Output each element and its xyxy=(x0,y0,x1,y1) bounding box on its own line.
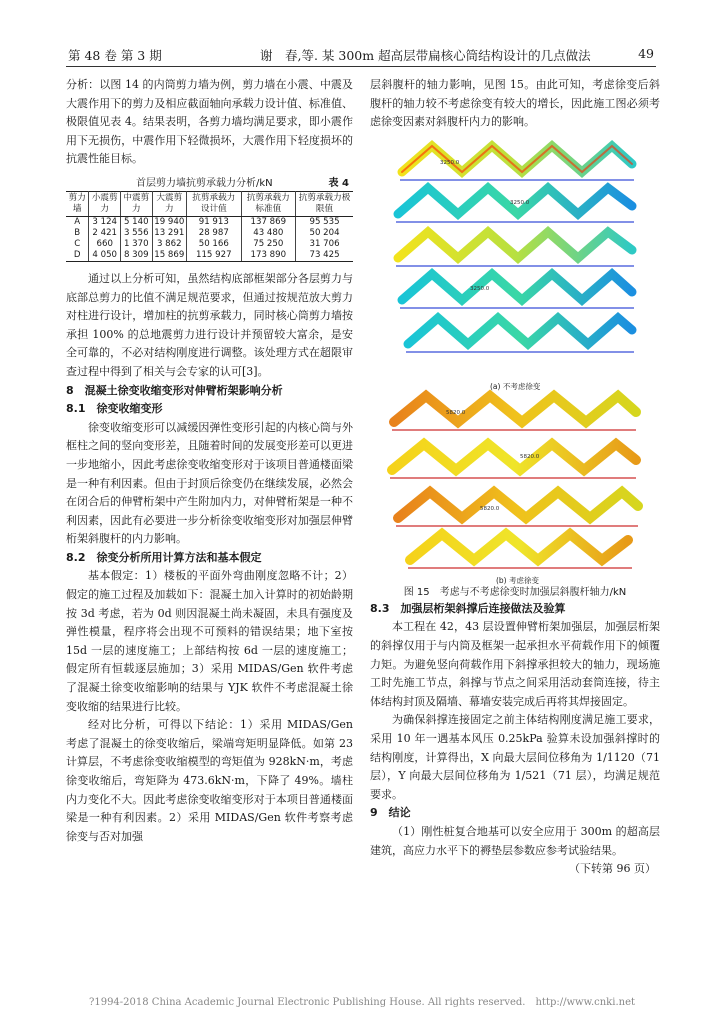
subsection-heading: 8.3 加强层桁架斜撑后连接做法及验算 xyxy=(370,601,566,615)
table-cell: 73 425 xyxy=(296,250,353,262)
col-header: 抗剪承载力标准值 xyxy=(241,191,296,216)
subfigure-b-caption: (b) 考虑徐变 xyxy=(496,575,539,585)
table-cell: 31 706 xyxy=(296,239,353,250)
table-cell: C xyxy=(74,238,81,249)
panel-a-trusses xyxy=(396,146,634,352)
force-label: 3250.0 xyxy=(440,159,460,166)
table-cell: 1 370 xyxy=(121,239,153,250)
running-title: 谢 春,等. 某 300m 超高层带扁核心筒结构设计的几点做法 xyxy=(260,48,591,63)
table-cell: 3 862 xyxy=(152,239,186,250)
page-number: 49 xyxy=(638,46,654,61)
figure-caption: 图 15 考虑与不考虑徐变时加强层斜腹杆轴力/kN xyxy=(403,586,627,598)
col-header: 抗剪承载力极限值 xyxy=(296,191,353,216)
table-cell: A xyxy=(74,216,81,227)
table-cell: 660 xyxy=(89,239,121,250)
col-header: 抗剪承载力设计值 xyxy=(187,191,242,216)
table-cell: 43 480 xyxy=(241,228,296,239)
table-cell: 13 291 xyxy=(152,228,186,239)
table-cell: 19 940 xyxy=(152,216,186,228)
table-cell: 28 987 xyxy=(187,228,242,239)
col-header: 剪力墙 xyxy=(66,191,89,216)
table-caption xyxy=(66,173,353,191)
table-cell: 115 927 xyxy=(187,250,242,262)
force-label: 5820.0 xyxy=(446,409,466,416)
paragraph: 分析：以图 14 的内筒剪力墙为例，剪力墙在小震、中震及大震作用下的剪力及相应截面轴向承载力设计值、标准值、极限值见表 4。结果表明，各剪力墙均满足要求，即小震作用下无损伤，中震作用下轻微损坏，大震作用下轻度损坏的抗震性能目标。 xyxy=(66,78,353,166)
paragraph: 通过以上分析可知，虽然结构底部框架部分各层剪力与底部总剪力的比值不满足规范要求，但通过按规范放大剪力对柱进行设计，增加柱的抗剪承载力，同时核心筒剪力墙按承担 100% 的总地震剪力进行设计并预留较大富余，是安全可靠的，不必对结构刚度进行调整。该处理方式在超限审查过程中得到了相关与会专家的认可[3]。 xyxy=(66,271,353,378)
running-header xyxy=(68,44,654,66)
continued-note: （下转第 96 页） xyxy=(569,862,656,876)
paragraph: 经对比分析，可得以下结论：1）采用 MIDAS/Gen 考虑了混凝土的徐变收缩后，梁端弯矩明显降低。如第 23 计算层，不考虑徐变收缩模型的弯矩值为 928kN·m，考虑徐变收缩后，弯矩降为 473.6kN·m，下降了 49%。墙柱内力变化不大。因此考虑徐变收缩变形对于本项目普通楼面梁是一种有利因素。2）采用 MIDAS/Gen 软件考察考虑徐变与否对加强 xyxy=(66,718,353,843)
table-cell: 173 890 xyxy=(241,250,296,262)
table-cell: 2 421 xyxy=(89,228,121,239)
table-cell: 4 050 xyxy=(89,250,121,262)
right-column xyxy=(370,76,660,879)
shear-capacity-table xyxy=(66,191,353,262)
truss-axial-force-diagram xyxy=(370,140,660,586)
table-cell: 5 140 xyxy=(121,216,153,228)
table-row xyxy=(66,228,353,239)
header-rule xyxy=(66,66,656,67)
paragraph: （1）刚性桩复合地基可以安全应用于 300m 的超高层建筑，高应力水平下的褥垫层参数应参考试验结果。 xyxy=(370,824,660,857)
copyright-footer: ?1994-2018 China Academic Journal Electronic Publishing House. All rights reserved. http://www.cnki.net xyxy=(88,997,635,1008)
paragraph: 为确保斜撑连接固定之前主体结构刚度满足施工要求，采用 10 年一遇基本风压 0.25kPa 验算未设加强斜撑时的结构刚度，计算得出，X 向最大层间位移角为 1/1120（71 层），Y 向最大层间位移角为 1/521（71 层），均满足规范要求。 xyxy=(370,713,660,801)
table-cell: D xyxy=(66,250,89,262)
table-header-row xyxy=(66,191,353,216)
paragraph: 本工程在 42，43 层设置伸臂桁架加强层，加强层桁架的斜撑仅用于与内筒及框架一起承担水平荷载作用下的倾覆力矩。为避免竖向荷载作用下斜撑承担较大的轴力，现场施工时先施工节点，斜撑与节点之间采用活动套筒连接，待主体结构封顶及隔墙、幕墙安装完成后再将其焊接固定。 xyxy=(370,620,660,708)
table-cell: 3 556 xyxy=(121,228,153,239)
force-label: 3250.0 xyxy=(510,199,530,206)
force-label: 3250.0 xyxy=(470,285,490,292)
panel-b-trusses xyxy=(390,396,638,568)
figure-15 xyxy=(370,140,660,586)
col-header: 中震剪力 xyxy=(121,191,153,216)
table-cell: 91 913 xyxy=(187,216,242,228)
table-cell: 137 869 xyxy=(241,216,296,228)
table-cell: 75 250 xyxy=(241,239,296,250)
section-heading: 9 结论 xyxy=(370,806,411,820)
table-cell: B xyxy=(74,227,81,238)
journal-issue: 第 48 卷 第 3 期 xyxy=(68,48,162,63)
table-title: 首层剪力墙抗剪承载力分析/kN xyxy=(136,177,273,189)
left-column xyxy=(66,76,353,846)
table-row xyxy=(66,239,353,250)
paragraph: 基本假定：1）楼板的平面外弯曲刚度忽略不计；2）假定的施工过程及加载如下：混凝土加入计算时的初始龄期按 3d 考虑，若为 0d 则因混凝土尚未凝固，未具有强度及弹性模量，程序将会出现不可预料的错误结果；地下室按 15d 一层的速度施工；上部结构按 6d 一层的速度施工；假定所有恒载逐层施加；3）采用 MIDAS/Gen 软件考虑了混凝土徐变收缩影响的结果与 YJK 软件不考虑混凝土徐变收缩的结果进行比较。 xyxy=(66,569,353,713)
subsection-heading: 8.1 徐变收缩变形 xyxy=(66,402,163,416)
subsection-heading: 8.2 徐变分析所用计算方法和基本假定 xyxy=(66,550,262,564)
paragraph: 徐变收缩变形可以减缓因弹性变形引起的内核心筒与外框柱之间的竖向变形差，且随着时间的发展变形差可以更进一步地缩小，因此考虑徐变收缩变形对于该项目普通楼面梁是一种有利因素。但由于封顶后徐变仍在继续发展，必然会在闭合后的伸臂桁架中产生附加内力，对伸臂桁架是一种不利因素，因此有必要进一步分析徐变收缩变形对加强层伸臂桁架斜腹杆的内力影响。 xyxy=(66,420,353,546)
col-header: 小震剪力 xyxy=(89,191,121,216)
force-label: 5820.0 xyxy=(520,453,540,460)
table-cell: 15 869 xyxy=(152,250,186,262)
force-label: 5820.0 xyxy=(480,505,500,512)
table-number: 表 4 xyxy=(328,177,349,189)
table-cell: 8 309 xyxy=(121,250,153,262)
table-cell: 50 204 xyxy=(296,228,353,239)
col-header: 大震剪力 xyxy=(152,191,186,216)
table-row xyxy=(66,216,353,228)
table-cell: 95 535 xyxy=(296,216,353,228)
table-cell: 50 166 xyxy=(187,239,242,250)
paragraph: 层斜腹杆的轴力影响，见图 15。由此可知，考虑徐变后斜腹杆的轴力较不考虑徐变有较大的增长，因此施工图必须考虑徐变因素对斜腹杆内力的影响。 xyxy=(370,78,660,129)
section-heading: 8 混凝土徐变收缩变形对伸臂桁架影响分析 xyxy=(66,383,283,397)
table-cell: 3 124 xyxy=(89,216,121,228)
table-row xyxy=(66,250,353,262)
subfigure-a-caption: (a) 不考虑徐变 xyxy=(490,381,541,391)
